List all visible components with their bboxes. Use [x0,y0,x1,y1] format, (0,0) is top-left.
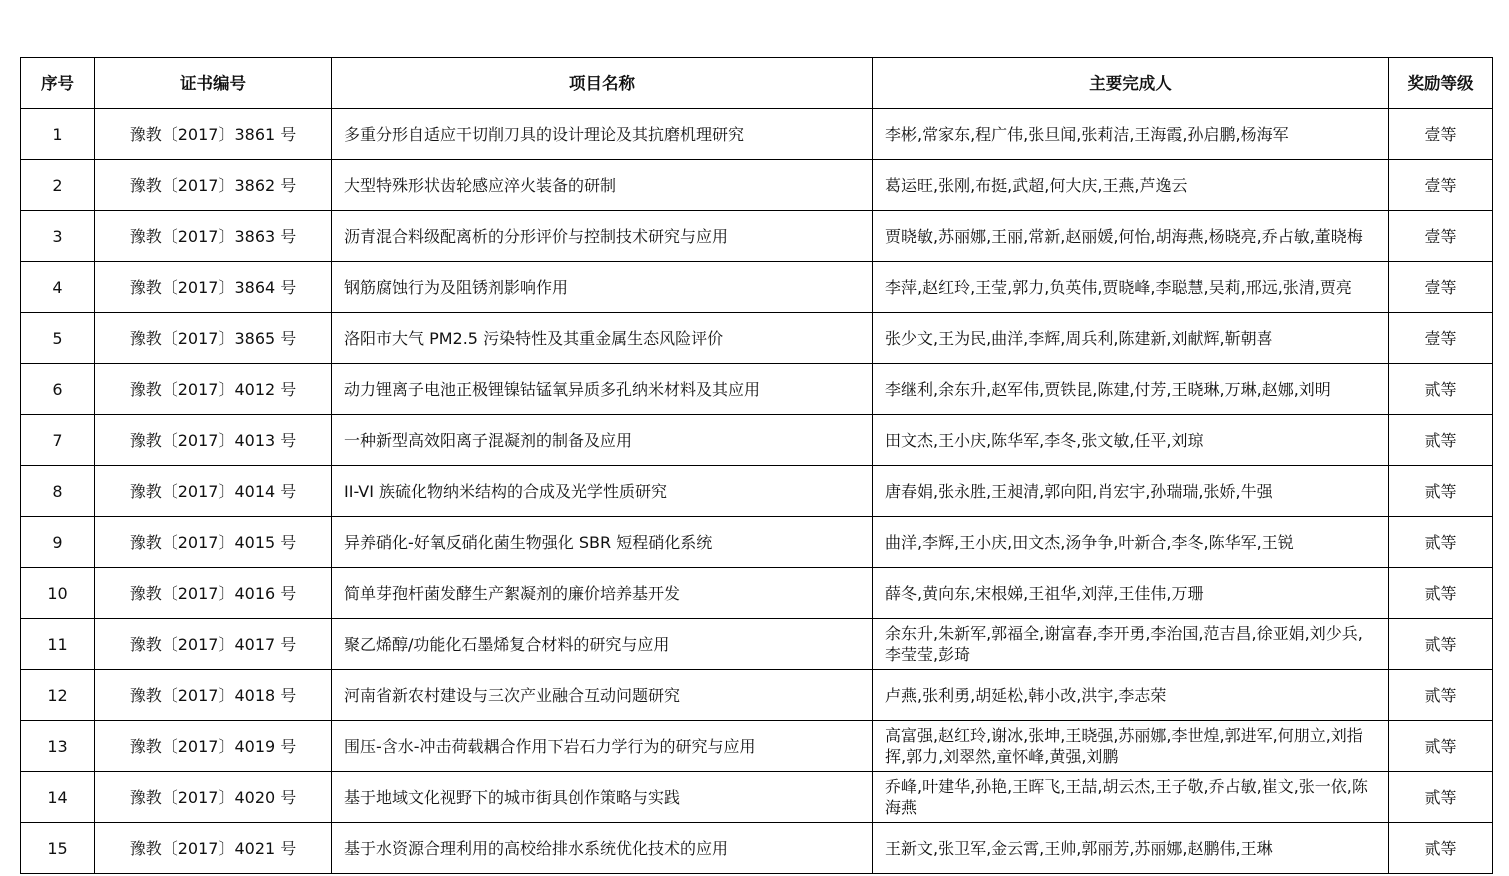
main-contributors-cell: 高富强,赵红玲,谢冰,张坤,王晓强,苏丽娜,李世煌,郭进军,何朋立,刘指挥,郭力,刘翠然,童怀峰,黄强,刘鹏 [873,721,1389,772]
project-name-cell: 聚乙烯醇/功能化石墨烯复合材料的研究与应用 [332,619,873,670]
row-index-cell: 6 [21,364,95,415]
project-name-cell: 沥青混合料级配离析的分形评价与控制技术研究与应用 [332,211,873,262]
main-contributors-cell: 张少文,王为民,曲洋,李辉,周兵利,陈建新,刘献辉,靳朝喜 [873,313,1389,364]
award-level-cell: 壹等 [1389,109,1493,160]
certificate-number-cell: 豫教〔2017〕4015 号 [95,517,332,568]
table-row [21,772,1493,823]
row-index-cell: 5 [21,313,95,364]
project-name-cell: 多重分形自适应干切削刀具的设计理论及其抗磨机理研究 [332,109,873,160]
main-contributors-cell: 薛冬,黄向东,宋根娣,王祖华,刘萍,王佳伟,万珊 [873,568,1389,619]
project-name-cell: 基于地域文化视野下的城市街具创作策略与实践 [332,772,873,823]
project-name-cell: 异养硝化-好氧反硝化菌生物强化 SBR 短程硝化系统 [332,517,873,568]
table-row [21,568,1493,619]
award-level-cell: 贰等 [1389,670,1493,721]
table-row [21,262,1493,313]
project-name-cell: 动力锂离子电池正极锂镍钴锰氧异质多孔纳米材料及其应用 [332,364,873,415]
table-row [21,517,1493,568]
header-certificate-number: 证书编号 [95,58,332,109]
award-table-container [20,57,1493,874]
main-contributors-cell: 葛运旺,张刚,布挺,武超,何大庆,王燕,芦逸云 [873,160,1389,211]
certificate-number-cell: 豫教〔2017〕3862 号 [95,160,332,211]
award-level-cell: 贰等 [1389,721,1493,772]
header-index: 序号 [21,58,95,109]
header-award-level: 奖励等级 [1389,58,1493,109]
certificate-number-cell: 豫教〔2017〕4013 号 [95,415,332,466]
award-level-cell: 壹等 [1389,160,1493,211]
row-index-cell: 2 [21,160,95,211]
certificate-number-cell: 豫教〔2017〕4021 号 [95,823,332,874]
table-row [21,160,1493,211]
row-index-cell: 10 [21,568,95,619]
row-index-cell: 4 [21,262,95,313]
project-name-cell: 大型特殊形状齿轮感应淬火装备的研制 [332,160,873,211]
row-index-cell: 1 [21,109,95,160]
certificate-number-cell: 豫教〔2017〕4017 号 [95,619,332,670]
main-contributors-cell: 卢燕,张利勇,胡延松,韩小改,洪宇,李志荣 [873,670,1389,721]
row-index-cell: 13 [21,721,95,772]
project-name-cell: 围压-含水-冲击荷载耦合作用下岩石力学行为的研究与应用 [332,721,873,772]
table-row [21,415,1493,466]
project-name-cell: 一种新型高效阳离子混凝剂的制备及应用 [332,415,873,466]
row-index-cell: 11 [21,619,95,670]
main-contributors-cell: 曲洋,李辉,王小庆,田文杰,汤争争,叶新合,李冬,陈华军,王锐 [873,517,1389,568]
table-row [21,466,1493,517]
table-row [21,823,1493,874]
award-level-cell: 贰等 [1389,568,1493,619]
main-contributors-cell: 李萍,赵红玲,王莹,郭力,负英伟,贾晓峰,李聪慧,吴莉,邢远,张清,贾亮 [873,262,1389,313]
row-index-cell: 7 [21,415,95,466]
row-index-cell: 15 [21,823,95,874]
award-level-cell: 贰等 [1389,517,1493,568]
certificate-number-cell: 豫教〔2017〕4014 号 [95,466,332,517]
project-name-cell: 洛阳市大气 PM2.5 污染特性及其重金属生态风险评价 [332,313,873,364]
award-level-cell: 贰等 [1389,823,1493,874]
certificate-number-cell: 豫教〔2017〕4020 号 [95,772,332,823]
certificate-number-cell: 豫教〔2017〕3863 号 [95,211,332,262]
header-main-contributors: 主要完成人 [873,58,1389,109]
award-table [20,57,1493,874]
row-index-cell: 3 [21,211,95,262]
award-level-cell: 壹等 [1389,313,1493,364]
certificate-number-cell: 豫教〔2017〕4016 号 [95,568,332,619]
main-contributors-cell: 李彬,常家东,程广伟,张旦闻,张莉洁,王海霞,孙启鹏,杨海军 [873,109,1389,160]
table-body [21,109,1493,874]
project-name-cell: 河南省新农村建设与三次产业融合互动问题研究 [332,670,873,721]
table-header-row [21,58,1493,109]
main-contributors-cell: 唐春娟,张永胜,王昶清,郭向阳,肖宏宇,孙瑞瑞,张娇,牛强 [873,466,1389,517]
main-contributors-cell: 李继利,余东升,赵军伟,贾铁昆,陈建,付芳,王晓琳,万琳,赵娜,刘明 [873,364,1389,415]
award-level-cell: 贰等 [1389,466,1493,517]
header-project-name: 项目名称 [332,58,873,109]
table-row [21,364,1493,415]
main-contributors-cell: 田文杰,王小庆,陈华军,李冬,张文敏,任平,刘琼 [873,415,1389,466]
certificate-number-cell: 豫教〔2017〕3864 号 [95,262,332,313]
award-level-cell: 壹等 [1389,211,1493,262]
award-level-cell: 贰等 [1389,772,1493,823]
table-row [21,670,1493,721]
main-contributors-cell: 乔峰,叶建华,孙艳,王晖飞,王喆,胡云杰,王子敬,乔占敏,崔文,张一依,陈海燕 [873,772,1389,823]
certificate-number-cell: 豫教〔2017〕4018 号 [95,670,332,721]
award-level-cell: 壹等 [1389,262,1493,313]
certificate-number-cell: 豫教〔2017〕3861 号 [95,109,332,160]
project-name-cell: 基于水资源合理利用的高校给排水系统优化技术的应用 [332,823,873,874]
row-index-cell: 12 [21,670,95,721]
table-row [21,211,1493,262]
main-contributors-cell: 贾晓敏,苏丽娜,王丽,常新,赵丽媛,何怡,胡海燕,杨晓亮,乔占敏,董晓梅 [873,211,1389,262]
table-row [21,721,1493,772]
certificate-number-cell: 豫教〔2017〕4012 号 [95,364,332,415]
award-level-cell: 贰等 [1389,415,1493,466]
certificate-number-cell: 豫教〔2017〕4019 号 [95,721,332,772]
project-name-cell: 简单芽孢杆菌发酵生产絮凝剂的廉价培养基开发 [332,568,873,619]
table-row [21,109,1493,160]
table-row [21,619,1493,670]
award-level-cell: 贰等 [1389,619,1493,670]
table-row [21,313,1493,364]
row-index-cell: 8 [21,466,95,517]
project-name-cell: II-VI 族硫化物纳米结构的合成及光学性质研究 [332,466,873,517]
row-index-cell: 14 [21,772,95,823]
award-level-cell: 贰等 [1389,364,1493,415]
certificate-number-cell: 豫教〔2017〕3865 号 [95,313,332,364]
row-index-cell: 9 [21,517,95,568]
project-name-cell: 钢筋腐蚀行为及阻锈剂影响作用 [332,262,873,313]
main-contributors-cell: 王新文,张卫军,金云霄,王帅,郭丽芳,苏丽娜,赵鹏伟,王琳 [873,823,1389,874]
main-contributors-cell: 余东升,朱新军,郭福全,谢富春,李开勇,李治国,范吉昌,徐亚娟,刘少兵,李莹莹,彭琦 [873,619,1389,670]
